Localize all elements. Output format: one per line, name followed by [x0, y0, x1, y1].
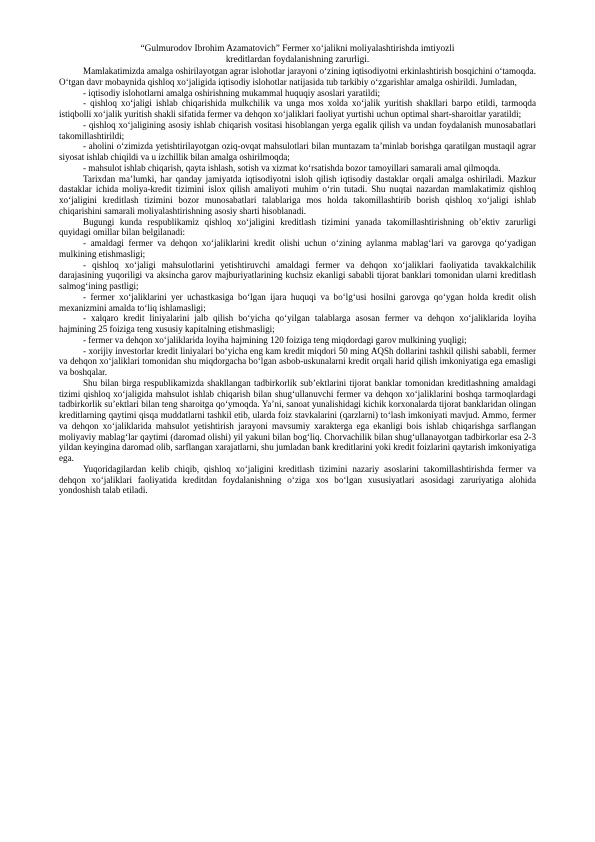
list-item-private-capital: - xalqaro kredit liniyalarini jalb qilish bo‘yicha qo‘yilgan talablarga asosan fermer va dehqon xo‘jaliklarida loyiha hajmining 25 foiziga teng xususiy kapitalning etishmasligi; [59, 313, 536, 334]
title-line-1: “Gulmurodov Ibrohim Azamatovich” Fermer xo‘jalikni moliyalashtirishda imtiyozli [140, 44, 455, 54]
list-item-minimum-credit: - xorijiy investorlar kredit liniyalari bo‘yicha eng kam kredit miqdori 50 ming AQSh dollarini tashkil qilishi sababli, fermer va dehqon xo‘jaliklari tomonidan shu miqdorgacha bo‘lgan asbob-uskunalarni kredit orqali harid qilish imkoniyatiga ega emasligi va boshqalar. [59, 345, 536, 377]
list-item-land-relations: - qishloq xo‘jaligining asosiy ishlab chiqarish vositasi hisoblangan yerga egalik qilish va undan foydalanish munosabatlari takomillashtirildi; [59, 119, 536, 141]
list-item-legal-basis: - iqtisodiy islohotlarni amalga oshirishning mukammal huquqiy asoslari yaratildi; [83, 87, 381, 98]
paragraph-conclusion: Yuqoridagilardan kelib chiqib, qishloq xo‘jaligini kreditlash tizimini nazariy asoslarini takomillashtirishda fermer va dehqon xo‘jaliklari faoliyatida kreditdan foydalanishning o‘ziga xos bo‘lgan xususiyatlari asosidagi zaruriyatiga alohida yondoshish talab etiladi. [59, 463, 536, 496]
title-line-2: kreditlardan foydalanishning zarurligi. [225, 55, 370, 65]
list-item-working-capital: - amaldagi fermer va dehqon xo‘jaliklarini kredit olishi uchun o‘zining aylanma mablag‘lari va garovga qo‘yadigan mulkining etishmasligi; [59, 238, 536, 259]
paragraph-credit-reform: Tarixdan ma’lumki, har qanday jamiyatda iqtisodiyotni isloh qilish iqtisodiy dastaklar orqali amalga oshiriladi. Mazkur dastaklar ichida moliya-kredit tizimini islox qilish amaliyoti muhim o‘rin tutadi. Shu nuqtai nazardan mamlakatimiz qishloq xo‘jaligini kreditlash tizimini bozor munosabatlari talablariga mos holda takomillashtirib borish qishloq xo‘jaligi ishlab chiqarishini samarali moliyalashtirishning asosiy sharti hisoblanadi. [59, 173, 536, 216]
paragraph-factors-intro: Bugungi kunda respublikamiz qishloq xo‘jaligini kreditlash tizimini yanada takomillashtirishning ob’ektiv zarurligi quyidagi omillar bilan belgilanadi: [59, 216, 536, 238]
paragraph-seasonality: Shu bilan birga respublikamizda shakllangan tadbirkorlik sub’ektlarini tijorat banklar tomonidan kreditlashning amaldagi tizimi qishloq xo‘jaligida mahsulot ishlab chiqarish bilan shug‘ullanuvchi fermer va dehqon xo‘jaliklarini boshqa tarmoqlardagi tadbirkorlik su’ektlari bilan teng sharoitga qo‘ymoqda. Ya’ni, sanoat yunalishidagi kichik korxonalarda tijorat banklaridan olingan kreditlarning qaytimi qisqa muddatlarni tashkil etib, ularda foiz stavkalarini (qarzlarni) to‘lash imkoniyati mavjud. Ammo, fermer va dehqon xo‘jaliklarida mahsulot yetishtirish jarayoni mavsumiy xarakterga ega ekanligi bois ishlab chiqarishga sarflangan moliyaviy mablag‘lar qaytimi (daromad olishi) yil yakuni bilan bog‘liq. Chorvachilik bilan shug‘ullanayotgan tadbirkorlar esa 2-3 yildan keyingina daromad olib, sarflangan xarajatlarni, shu jumladan bank kreditlarini yoki kredit foizlarini qaytarish imkoniyatiga ega. [59, 377, 536, 463]
document-title [59, 44, 536, 66]
list-item-ownership-forms: - qishloq xo‘jaligi ishlab chiqarishida mulkchilik va unga mos xolda xo‘jalik yuritish shakllari barpo etildi, tarmoqda istiqbolli xo‘jalik yuritish shakli sifatida fermer va dehqon xo‘jaliklari faoliyat yurtishi uchun optimal shart-sharoitlar yaratildi; [59, 98, 536, 119]
list-item-agrarian-policy: - aholini o‘zimizda yetishtirilayotgan oziq-ovqat mahsulotlari bilan muntazam ta’minlab borishga qaratilgan mustaqil agrar siyosat ishlab chiqildi va u izchillik bilan amalga oshirilmoqda; [59, 141, 536, 162]
paragraph-intro: Mamlakatimizda amalga oshirilayotgan agrar islohotlar jarayoni o‘zining iqtisodiyotni erkinlashtirish bosqichini o‘tamoqda. O‘tgan davr mobaynida qishloq xo‘jaligida iqtisodiy islohotlar natijasida tub tarkibiy o‘zgarishlar amalga oshirildi. Jumladan, [59, 66, 536, 87]
list-item-lease-collateral: - fermer xo‘jaliklarini yer uchastkasiga bo‘lgan ijara huquqi va bo‘lg‘usi hosilni garovga qo‘ygan holda kredit olish mexanizmini amalda to‘liq ishlamasligi; [59, 291, 536, 313]
list-item-collateral-shortage: - fermer va dehqon xo‘jaliklarida loyiha hajmining 120 foiziga teng miqdordagi garov mulkining yuqligi; [83, 334, 467, 345]
list-item-risk-level: - qishloq xo‘jaligi mahsulotlarini yetishtiruvchi amaldagi fermer va dehqon xo‘jaliklari faoliyatida tavakkalchilik darajasining yuqoriligi va aksincha garov majburiyatlarining kuchsiz ekanligi sababli tijorat banklari tomonidan ularni kreditlash salmog‘ining pastligi; [59, 259, 536, 291]
list-item-market-principles: - mahsulot ishlab chiqarish, qayta ishlash, sotish va xizmat ko‘rsatishda bozor tamoyillari samarali amal qilmoqda. [83, 162, 501, 173]
